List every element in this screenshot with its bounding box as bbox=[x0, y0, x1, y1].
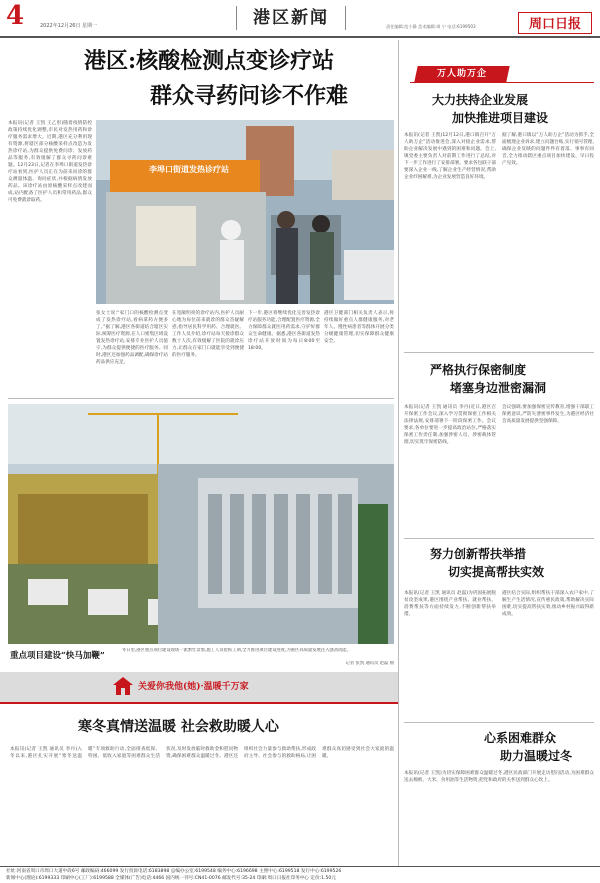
construction-photo bbox=[8, 404, 394, 644]
lead-body-col1: 本报讯(记者 王凯 王乙彤)随着疫情防控政策持续优化调整,市民对发热用药和诊疗服务需求增大。近期,港区充分利用现有资源,将辖区部分核酸采样点改造为发热诊疗站,为群众提供免费问诊、发放药品等服务,有效缓解了群众寻药问诊难题。12月23日,记者在李埠口街道发热诊疗站看到,医护人员正在为前来问诊的群众测量体温、询问症状,并根据病情发放药品。该诊疗站由原核酸采样点改建而成,站内配备了医护人员和常用药品,群众可免费就诊取药。 bbox=[8, 121, 92, 203]
lead-body-col4: 下一步,港区将继续优化完善发热诊疗站服务功能,合理配置医疗资源,全力保障群众就医用药需求,守护好群众生命健康。据悉,港区各街道发热诊疗站开放时间为每日8:00至18:00。 bbox=[248, 311, 320, 351]
right-column-rule bbox=[398, 40, 399, 866]
house-icon bbox=[112, 676, 134, 696]
right-article-3-body-1: 本报讯(记者 王凯 通讯员 赵磊)为巩固拓展脱贫攻坚成果,港区围绕产业帮扶、就业帮扶、消费帮扶等方面持续发力,不断创新帮扶举措。 bbox=[404, 591, 496, 617]
page-number: 4 bbox=[6, 1, 25, 31]
column-box-top-rule bbox=[410, 82, 594, 83]
right-article-1-body-1: 本报讯(记者 王凯)12月12日,港口镇召开“万人助万企”活动推进会,深入对接企业需求,帮助企业解决发展中遇到的困难和问题。会上,镇党委主要负责人对前期工作进行了总结,对下一步工作进行了安排部署。要求各包联干部要深入企业一线,了解企业生产经营情况,帮助企业纾困解难,为企业发展营造良好环境。 bbox=[404, 133, 496, 180]
right-article-1-title-1: 大力扶持企业发展 bbox=[432, 93, 529, 107]
right-article-2-body-1: 本报讯(记者 王凯 通讯员 李丹)近日,港区召开保密工作会议,深入学习贯彻保密工作相关法律法规,安排部署下一阶段保密工作。会议要求,各单位要进一步提高政治站位,严格落实保密工作责任制,加强涉密人员、涉密载体管理,切实筑牢保密防线。 bbox=[404, 405, 496, 445]
right-article-3-title-1: 努力创新帮扶举措 bbox=[430, 547, 527, 561]
masthead-rule bbox=[0, 36, 600, 38]
right-article-2-title-2: 堵塞身边泄密漏洞 bbox=[450, 381, 547, 395]
right-article-2-rule bbox=[404, 538, 594, 539]
column-box-label bbox=[414, 66, 509, 82]
paper-logo-text: 周口日报 bbox=[528, 17, 581, 32]
bottom-feature-title: 寒冬真情送温暖 社会救助暖人心 bbox=[78, 719, 279, 735]
photo-caption-credit: 记者 张凯 通讯员 赵磊 摄 bbox=[345, 661, 394, 666]
right-article-4-title-1: 心系困难群众 bbox=[484, 731, 557, 745]
lead-photo-sign: 李埠口街道发热诊疗站 bbox=[149, 165, 229, 174]
footer-line-2: 新闻中心(理论):6199333 印刷中心(工厂):6199588 全媒体(广告)电话:4466 国内统一刊号:CN41-0076 邮发代号:35-24 印刷:周口日报社印务中心 定价:1.50元 bbox=[6, 876, 336, 881]
column-box-label-text: 万人助万企 bbox=[436, 69, 487, 79]
section-title: 港区新闻 bbox=[253, 8, 329, 28]
bottom-feature-banner-label: 关爱你我他(她)·温暖千万家 bbox=[138, 682, 249, 692]
section-title-box bbox=[236, 6, 346, 30]
footer-line-1: 社址:河南省周口市周口大道中段6号 邮政编码:466099 发行投诉电话:6183898 总编办公室:6199548 编务中心:6196698 主照中心:6199518 发行中心:6199526 bbox=[6, 869, 342, 874]
right-article-1-title-2: 加快推进项目建设 bbox=[452, 111, 549, 125]
paper-logo bbox=[518, 12, 592, 34]
editor-line: 责任编辑:范小静 美术编辑:周 宁 电话:6199503 bbox=[386, 24, 476, 29]
date-line: 2022年12月26日 星期一 bbox=[40, 23, 98, 29]
right-article-4-title-2: 助力温暖过冬 bbox=[500, 749, 573, 763]
bottom-feature-body: 本报讯(记者 王凯 通讯员 李丹)入冬以来,港区扎实开展“寒冬送温暖”专项救助行动,全面排查低保、特困、低收入家庭等困难群众生活状况,及时发放临时救助金和慰问物资,确保困难群众温暖过冬。港区还组织社会力量参与救助帮扶,形成政府主导、社会参与的救助格局,让困难群众真切感受到社会大家庭的温暖。 bbox=[10, 747, 394, 759]
bottom-feature-banner-rule bbox=[0, 702, 398, 704]
right-article-3-body-2: 港区结合实际,组织帮扶干部深入农户家中,了解生产生活情况,宣传惠民政策,帮助解决实际困难,切实提高帮扶实效,推动乡村振兴取得新成效。 bbox=[502, 591, 594, 617]
right-article-3-rule bbox=[404, 722, 594, 723]
right-article-3-title-2: 切实提高帮扶实效 bbox=[448, 565, 545, 579]
lead-body-col3: 在宽敞明亮的诊疗站内,医护人员耐心地为每位前来就诊的群众答疑解惑,指导居民科学用药、合理就医。工作人员介绍,诊疗站每天接诊群众数十人次,有效缓解了医院的就诊压力,让群众在家门口就能享受到便捷的医疗服务。 bbox=[172, 311, 244, 358]
photo-caption-title: 重点项目建设“快马加鞭” bbox=[10, 651, 105, 661]
lead-body-col2: 张女士说:“家门口的核酸检测点变成了发热诊疗站,看病拿药方便多了。”据了解,港区各街道结合辖区实际,统筹医疗资源,在人口密集区域设置发热诊疗站,安排专业医护人员值守,为群众提供便捷的医疗服务。同时,港区还加强药品调配,确保诊疗站药品供应充足。 bbox=[96, 311, 168, 365]
lead-photo bbox=[96, 120, 394, 304]
right-article-1-body-2: 据了解,港口镇以“万人助万企”活动为抓手,全面梳理企业诉求,建立问题台账,实行销号管理,确保企业反映的问题件件有着落、事事有回音,全力推动辖区重点项目加快建设、早日投产见效。 bbox=[502, 133, 594, 166]
right-article-1-rule bbox=[404, 352, 594, 353]
photo-caption-body: 冬日里,港区重点项目建设现场一派繁忙景象,施工人员抢抓工期,全力推进项目建设进度,为港区高质量发展注入强劲动能。 bbox=[122, 648, 351, 653]
lead-headline-1: 港区:核酸检测点变诊疗站 bbox=[84, 48, 335, 74]
lead-headline-2: 群众寻药问诊不作难 bbox=[150, 83, 349, 109]
footer-rule bbox=[0, 866, 600, 867]
right-article-2-title-1: 严格执行保密制度 bbox=[430, 363, 527, 377]
right-article-4-body: 本报讯(记者 王凯)为切实保障困难群众温暖过冬,港区民政部门开展走访慰问活动,为困难群众送去棉被、大米、食用油等生活物资,把党和政府的关怀送到群众心坎上。 bbox=[404, 771, 594, 783]
lead-bottom-rule bbox=[8, 398, 394, 399]
lead-body-col5: 港区卫健部门相关负责人表示,将持续做好重点人群健康服务,对老年人、慢性病患者等群体开展分类分级健康管理,切实保障群众健康安全。 bbox=[324, 311, 394, 344]
right-article-2-body-2: 会议强调,要加强保密宣传教育,增强干部职工保密意识,严防失泄密事件发生,为港区经济社会高质量发展提供坚强保障。 bbox=[502, 405, 594, 424]
